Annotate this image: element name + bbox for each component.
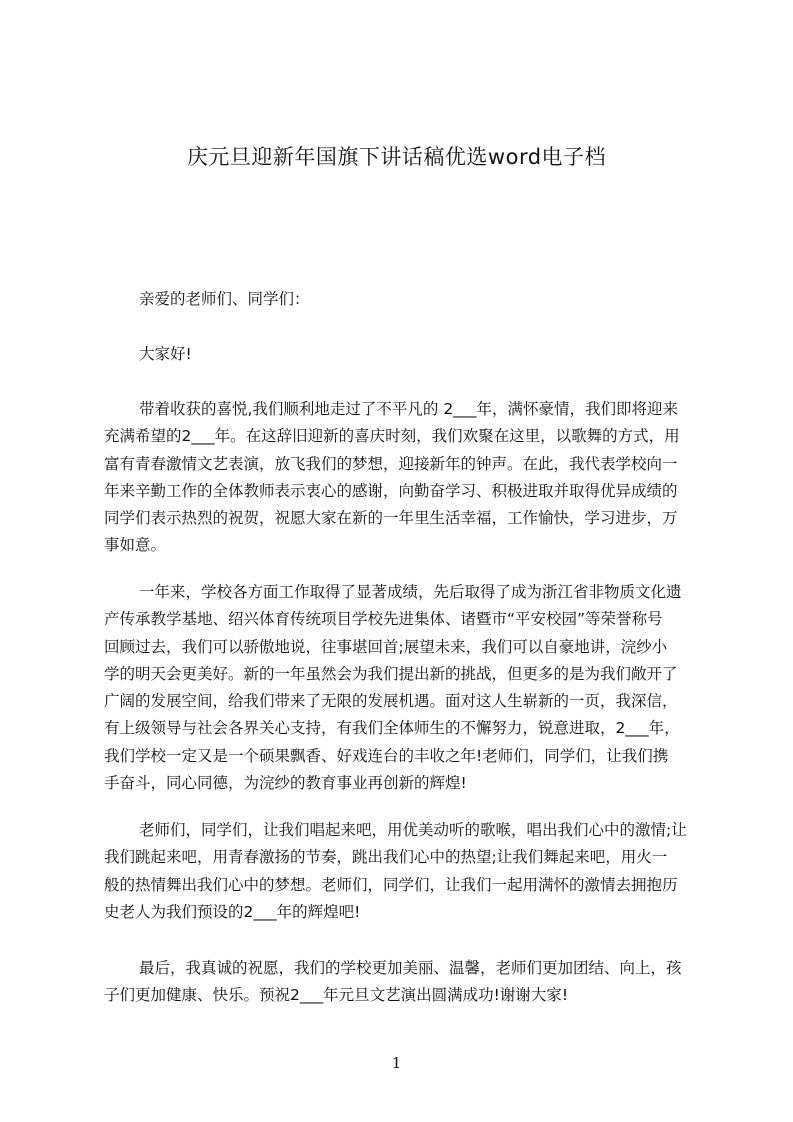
paragraph-line: 年来辛勤工作的全体教师表示衷心的感谢，向勤奋学习、积极进取并取得优异成绩的 [104,481,678,500]
paragraph-line: 充满希望的2___年。在这辞旧迎新的喜庆时刻，我们欢聚在这里，以歌舞的方式，用 [104,427,680,446]
paragraph-line: 带着收获的喜悦,我们顺利地走过了不平凡的 2___年，满怀豪情，我们即将迎来 [139,400,678,418]
paragraph-line: 回顾过去，我们可以骄傲地说，往事堪回首;展望未来，我们可以自豪地讲，浣纱小 [104,637,668,656]
paragraph-line: 子们更加健康、快乐。预祝2___年元旦文艺演出圆满成功!谢谢大家! [104,986,569,1005]
paragraph-line: 广阔的发展空间，给我们带来了无限的发展机遇。面对这人生崭新的一页，我深信， [104,692,678,711]
greeting: 亲爱的老师们、同学们： [139,290,310,308]
paragraph-line: 有上级领导与社会各界关心支持，有我们全体师生的不懈努力，锐意进取，2___年， [104,719,680,738]
paragraph-line: 事如意。 [104,536,167,555]
paragraph-line: 般的热情舞出我们心中的梦想。老师们，同学们，让我们一起用满怀的激情去拥抱历 [104,875,678,894]
paragraph-line: 一年来，学校各方面工作取得了显著成绩，先后取得了成为浙江省非物质文化遗 [139,583,682,601]
paragraph-line: 老师们，同学们，让我们唱起来吧，用优美动听的歌喉，唱出我们心中的激情;让 [139,821,687,839]
paragraph-line: 我们学校一定又是一个硕果飘香、好戏连台的丰收之年!老师们，同学们，让我们携 [104,746,669,765]
document-title: 庆元旦迎新年国旗下讲话稿优选word电子档 [186,145,607,169]
paragraph-line: 同学们表示热烈的祝贺，祝愿大家在新的一年里生活幸福，工作愉快，学习进步，万 [104,509,678,528]
paragraph-line: 我们跳起来吧，用青春激扬的节奏，跳出我们心中的热望;让我们舞起来吧，用火一 [104,848,668,867]
paragraph-4 [104,955,704,1010]
paragraph-3 [104,817,704,926]
salutation: 大家好! [139,345,192,363]
page-number: 1 [391,1054,402,1072]
paragraph-line: 产传承教学基地、绍兴体育传统项目学校先进集体、诸暨市“平安校园”等荣誉称号 [104,610,663,629]
paragraph-line: 史老人为我们预设的2___年的辉煌吧! [104,902,361,921]
paragraph-line: 富有青春激情文艺表演，放飞我们的梦想，迎接新年的钟声。在此，我代表学校向一 [104,454,678,473]
paragraph-2 [104,579,704,797]
paragraph-line: 学的明天会更美好。新的一年虽然会为我们提出新的挑战，但更多的是为我们敞开了 [104,664,678,683]
paragraph-1 [104,396,704,560]
paragraph-line: 最后，我真诚的祝愿，我们的学校更加美丽、温馨，老师们更加团结、向上，孩 [139,959,682,977]
paragraph-line: 手奋斗，同心同德，为浣纱的教育事业再创新的辉煌! [104,774,467,793]
